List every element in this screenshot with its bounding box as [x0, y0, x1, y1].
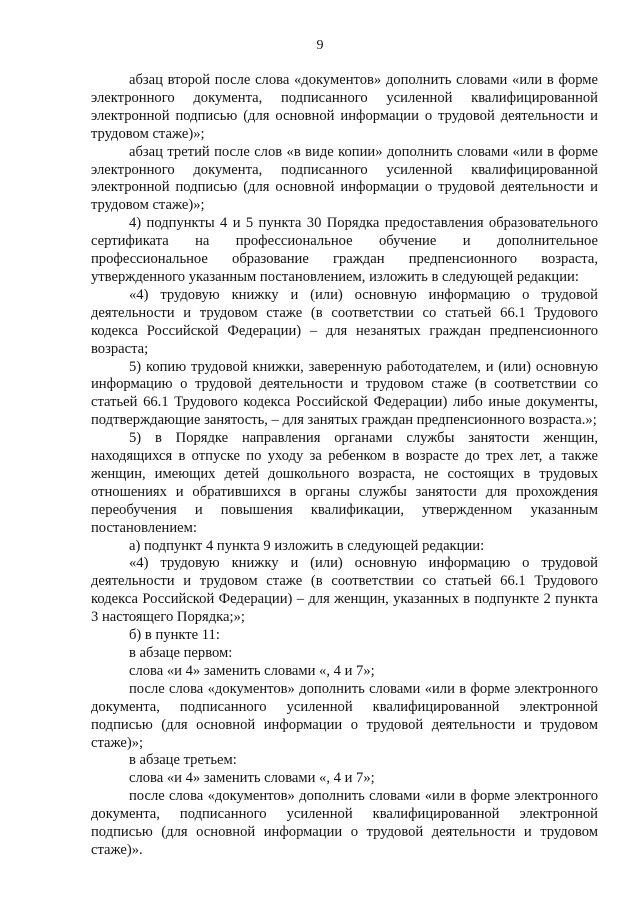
paragraph: слова «и 4» заменить словами «, 4 и 7»;: [129, 770, 375, 787]
paragraph: в абзаце третьем:: [129, 752, 237, 769]
paragraph: после слова «документов» дополнить словами «или в форме электронного документа, подписанного усиленной квалифицированной электронной подписью (для основной информации о трудовой деятельности и трудовом стаже)»;: [91, 680, 598, 751]
paragraph: 5) в Порядке направления органами службы занятости женщин, находящихся в отпуске по уходу за ребенком в возрасте до трех лет, а также женщин, имеющих детей дошкольного возраста, не состоящих в трудовых отношениях и обратившихся в органы службы занятости для прохождения переобучения и повышения квалификации, утвержденном указанным постановлением:: [91, 430, 598, 536]
paragraph: после слова «документов» дополнить словами «или в форме электронного документа, подписанного усиленной квалифицированной электронной подписью (для основной информации о трудовой деятельности и трудовом стаже)».: [91, 788, 598, 858]
document-body: [91, 72, 598, 860]
paragraph: а) подпункт 4 пункта 9 изложить в следующей редакции:: [129, 537, 485, 554]
paragraph: в абзаце первом:: [129, 645, 233, 661]
paragraph: абзац третий после слов «в виде копии» дополнить словами «или в форме электронного документа, подписанного усиленной квалифицированной электронной подписью (для основной информации о трудовой деятельности и трудовом стаже)»;: [91, 143, 598, 214]
paragraph: 5) копию трудовой книжки, заверенную работодателем, и (или) основную информацию о трудовой деятельности и трудовом стаже (в соответствии со статьей 66.1 Трудового кодекса Российской Федерации) либо иные документы, подтверждающие занятость, – для занятых граждан предпенсионного возраста.»;: [91, 358, 598, 429]
paragraph: «4) трудовую книжку и (или) основную информацию о трудовой деятельности и трудовом стаже (в соответствии со статьей 66.1 Трудового кодекса Российской Федерации) – для женщин, указанных в подпункте 2 пункта 3 настоящего Порядка;»;: [91, 555, 598, 626]
paragraph: 4) подпункты 4 и 5 пункта 30 Порядка предоставления образовательного сертификата на профессиональное обучение и дополнительное профессиональное образование граждан предпенсионного возраста, утвержденного указанным постановлением, изложить в следующей редакции:: [91, 215, 598, 285]
page-number: 9: [316, 38, 324, 53]
paragraph: слова «и 4» заменить словами «, 4 и 7»;: [129, 662, 375, 679]
paragraph: абзац второй после слова «документов» дополнить словами «или в форме электронного документа, подписанного усиленной квалифицированной электронной подписью (для основной информации о трудовой деятельности и трудовом стаже)»;: [91, 72, 598, 142]
paragraph: «4) трудовую книжку и (или) основную информацию о трудовой деятельности и трудовом стаже (в соответствии со статьей 66.1 Трудового кодекса Российской Федерации) – для незанятых граждан предпенсионного возраста;: [91, 286, 598, 357]
paragraph: б) в пункте 11:: [129, 627, 220, 644]
